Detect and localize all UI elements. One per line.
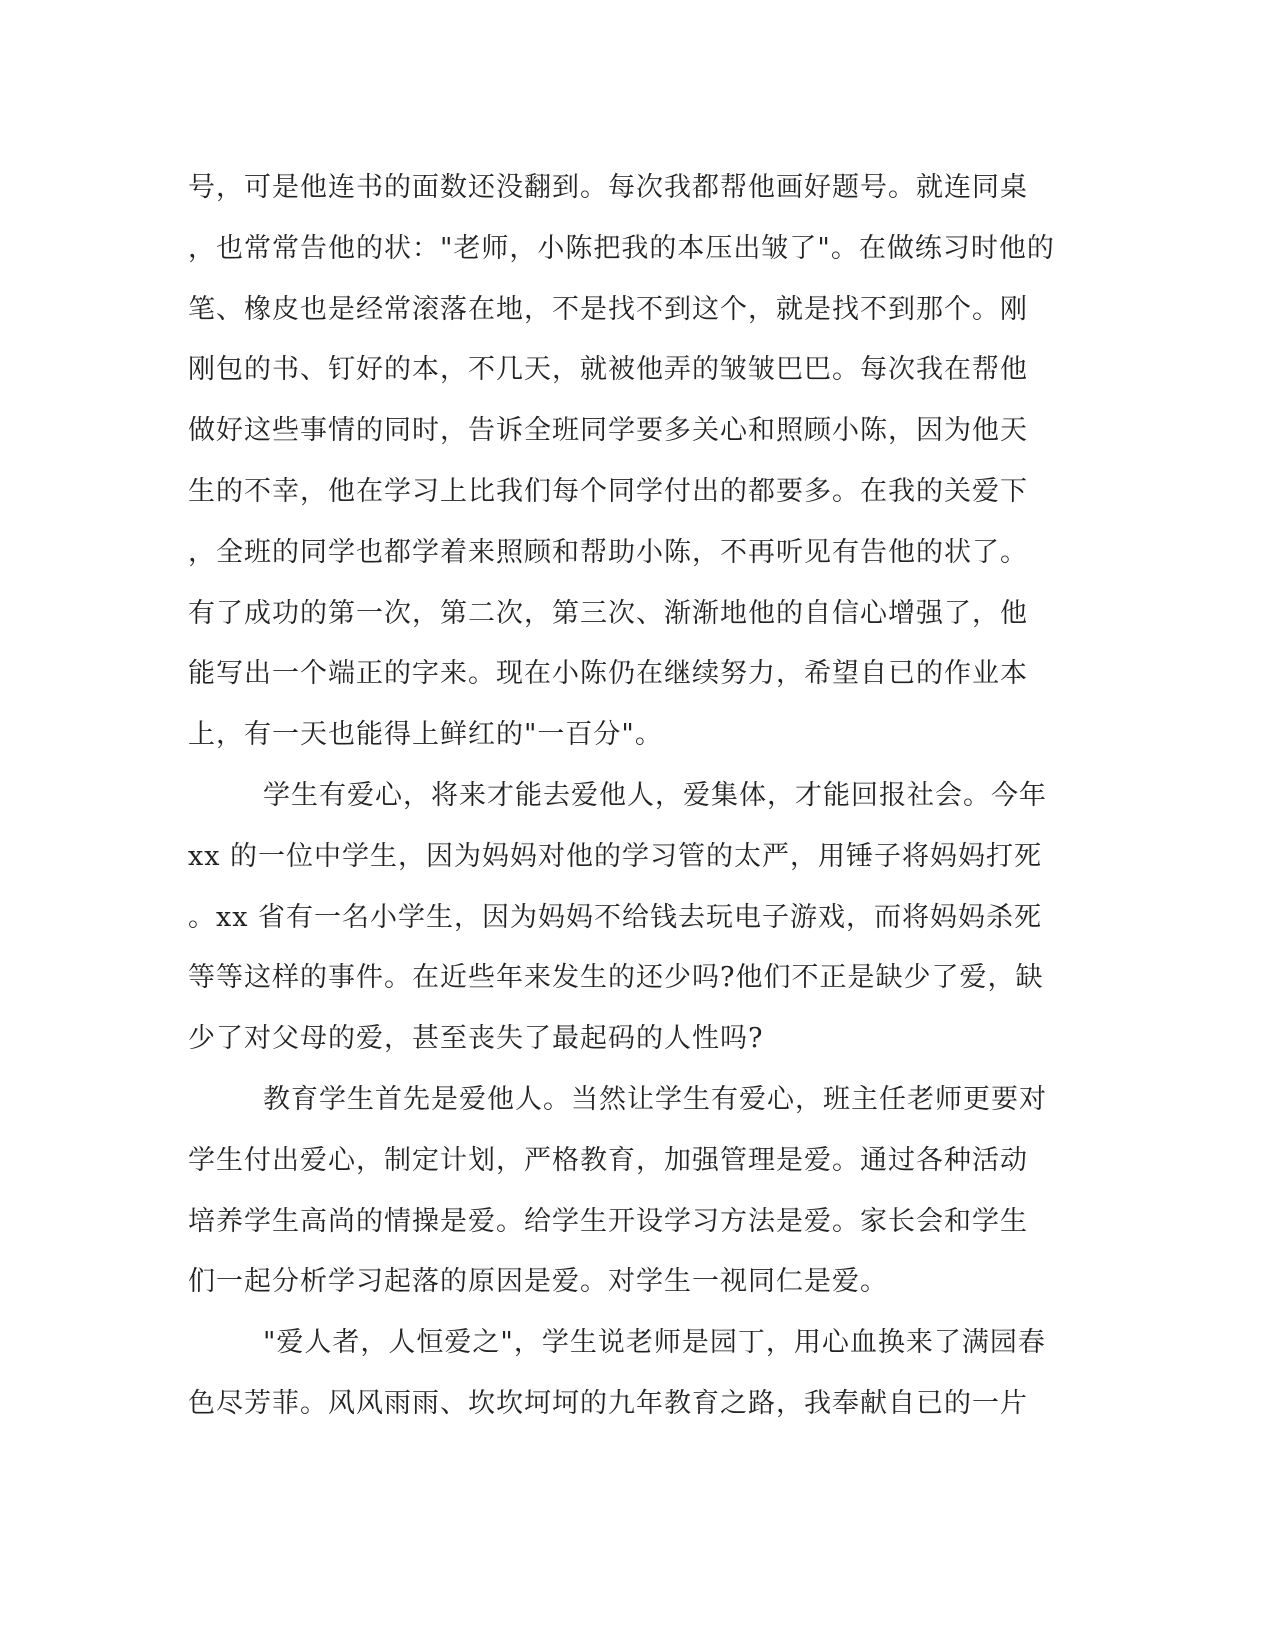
- text-line-indented: "爱人者，人恒爱之"，学生说老师是园丁，用心血换来了满园春: [263, 1327, 1046, 1359]
- text-line: 刚包的书、钉好的本，不几天，就被他弄的皱皱巴巴。每次我在帮他: [188, 354, 1028, 386]
- paragraph-2: [188, 766, 1088, 1070]
- text-line: 。xx 省有一名小学生，因为妈妈不给钱去玩电子游戏，而将妈妈杀死: [188, 901, 1043, 933]
- text-line: 等等这样的事件。在近些年来发生的还少吗?他们不正是缺少了爱，缺: [188, 962, 1044, 994]
- paragraph-3: [188, 1070, 1088, 1313]
- text-line-indented: 教育学生首先是爱他人。当然让学生有爱心，班主任老师更要对: [263, 1083, 1047, 1115]
- text-line: 做好这些事情的同时，告诉全班同学要多关心和照顾小陈，因为他天: [188, 415, 1028, 447]
- text-line: 笔、橡皮也是经常滚落在地，不是找不到这个，就是找不到那个。刚: [188, 293, 1028, 325]
- document-body: [188, 158, 1088, 1435]
- text-line: 培养学生高尚的情操是爱。给学生开设学习方法是爱。家长会和学生: [188, 1205, 1028, 1237]
- paragraph-1: [188, 158, 1088, 766]
- text-line: ，全班的同学也都学着来照顾和帮助小陈，不再听见有告他的状了。: [188, 536, 1028, 568]
- text-line: 少了对父母的爱，甚至丧失了最起码的人性吗?: [188, 1023, 764, 1055]
- paragraph-4: [188, 1313, 1088, 1435]
- text-line-indented: 学生有爱心，将来才能去爱他人，爱集体，才能回报社会。今年: [263, 779, 1047, 811]
- text-line: 色尽芳菲。风风雨雨、坎坎坷坷的九年教育之路，我奉献自已的一片: [188, 1387, 1028, 1419]
- text-line: 们一起分析学习起落的原因是爱。对学生一视同仁是爱。: [188, 1266, 888, 1298]
- text-line: 学生付出爱心，制定计划，严格教育，加强管理是爱。通过各种活动: [188, 1144, 1028, 1176]
- text-line: 上，有一天也能得上鲜红的"一百分"。: [188, 719, 663, 751]
- text-line: 生的不幸，他在学习上比我们每个同学付出的都要多。在我的关爱下: [188, 475, 1028, 507]
- text-line: ，也常常告他的状："老师，小陈把我的本压出皱了"。在做练习时他的: [188, 232, 1055, 264]
- text-line: 有了成功的第一次，第二次，第三次、渐渐地他的自信心增强了，他: [188, 597, 1028, 629]
- text-line: xx 的一位中学生，因为妈妈对他的学习管的太严，用锤子将妈妈打死: [188, 840, 1043, 872]
- text-line: 能写出一个端正的字来。现在小陈仍在继续努力，希望自已的作业本: [188, 658, 1028, 690]
- text-line: 号，可是他连书的面数还没翻到。每次我都帮他画好题号。就连同桌: [188, 172, 1028, 203]
